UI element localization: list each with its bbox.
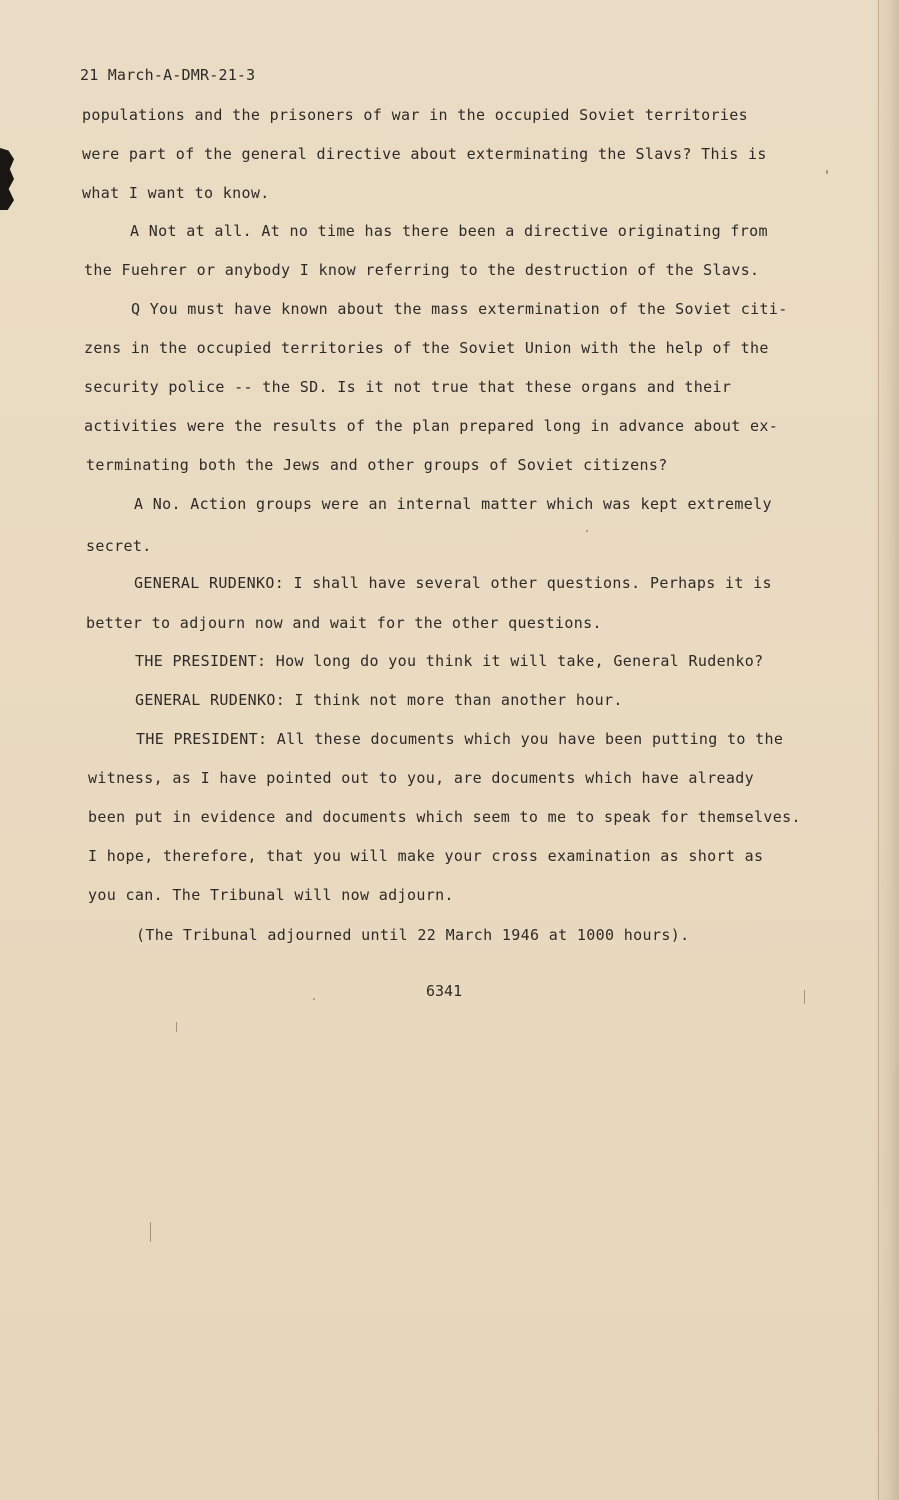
transcript-line: witness, as I have pointed out to you, are documents which have already	[88, 769, 755, 787]
paper-speck	[313, 998, 315, 1000]
paper-mark	[804, 990, 805, 1004]
transcript-line: zens in the occupied territories of the Soviet Union with the help of the	[84, 339, 769, 357]
paper-speck	[586, 530, 588, 532]
paper-mark	[150, 1222, 151, 1242]
transcript-line: been put in evidence and documents which seem to me to speak for themselves.	[88, 808, 801, 826]
transcript-line: populations and the prisoners of war in the occupied Soviet territories	[82, 106, 749, 124]
transcript-line: the Fuehrer or anybody I know referring to the destruction of the Slavs.	[84, 261, 760, 279]
transcript-line: GENERAL RUDENKO: I think not more than another hour.	[135, 691, 623, 709]
page-number: 6341	[426, 982, 463, 1000]
transcript-line: better to adjourn now and wait for the other questions.	[86, 614, 602, 632]
paper-mark	[176, 1022, 177, 1032]
transcript-line: secret.	[86, 537, 152, 555]
binding-mark	[0, 148, 14, 210]
transcript-line: you can. The Tribunal will now adjourn.	[88, 886, 454, 904]
page-header: 21 March-A-DMR-21-3	[80, 66, 256, 84]
transcript-line: A No. Action groups were an internal matter which was kept extremely	[134, 495, 772, 513]
transcript-line: A Not at all. At no time has there been a directive originating from	[130, 222, 768, 240]
page-edge-line	[878, 0, 879, 1500]
paper-speck	[826, 170, 828, 174]
transcript-line: what I want to know.	[82, 184, 270, 202]
transcript-line: THE PRESIDENT: How long do you think it will take, General Rudenko?	[135, 652, 764, 670]
transcript-line: GENERAL RUDENKO: I shall have several other questions. Perhaps it is	[134, 574, 772, 592]
transcript-line: activities were the results of the plan prepared long in advance about ex-	[84, 417, 779, 435]
transcript-line: I hope, therefore, that you will make your cross examination as short as	[88, 847, 764, 865]
transcript-line: (The Tribunal adjourned until 22 March 1946 at 1000 hours).	[136, 926, 690, 944]
transcript-line: THE PRESIDENT: All these documents which you have been putting to the	[136, 730, 784, 748]
page-edge-shadow	[873, 0, 899, 1500]
transcript-line: terminating both the Jews and other groups of Soviet citizens?	[86, 456, 668, 474]
transcript-line: Q You must have known about the mass extermination of the Soviet citi-	[131, 300, 788, 318]
transcript-line: were part of the general directive about exterminating the Slavs? This is	[82, 145, 767, 163]
transcript-line: security police -- the SD. Is it not true that these organs and their	[84, 378, 732, 396]
